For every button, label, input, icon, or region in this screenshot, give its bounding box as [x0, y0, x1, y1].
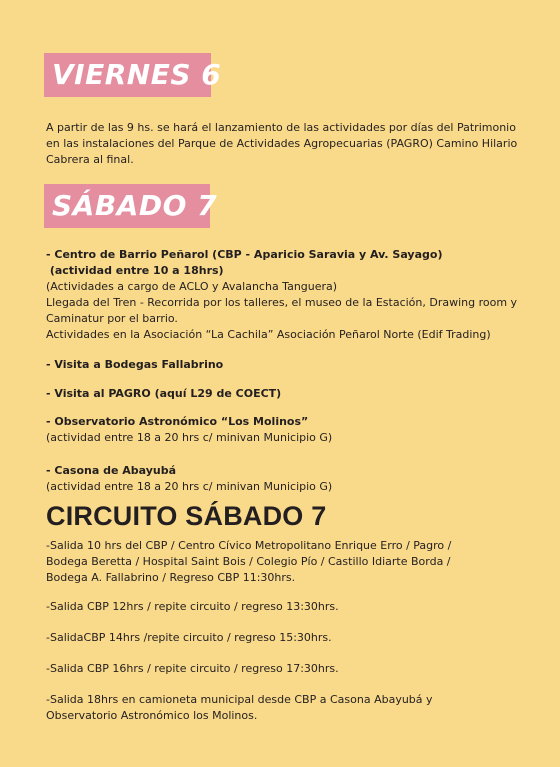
- circuit-line: Observatorio Astronómico los Molinos.: [46, 709, 258, 722]
- saturday-title: SÁBADO 7: [44, 184, 210, 228]
- friday-line: Cabrera al final.: [46, 153, 134, 166]
- bodegas-item: - Visita a Bodegas Fallabrino: [46, 358, 224, 371]
- circuit-second-departure: -Salida CBP 12hrs / repite circuito / regreso 13:30hrs.: [46, 600, 339, 613]
- penarol-line: Actividades en la Asociación “La Cachila” Asociación Peñarol Norte (Edif Trading): [46, 328, 491, 341]
- penarol-heading: - Centro de Barrio Peñarol (CBP - Aparicio Saravia y Av. Sayago): [46, 248, 443, 261]
- friday-line: A partir de las 9 hs. se hará el lanzamiento de las actividades por días del Patrimonio: [46, 121, 516, 134]
- circuit-line: Bodega Beretta / Hospital Saint Bois / Colegio Pío / Castillo Idiarte Borda /: [46, 555, 451, 568]
- observatorio-heading: - Observatorio Astronómico “Los Molinos”: [46, 415, 309, 428]
- penarol-line: Llegada del Tren - Recorrida por los talleres, el museo de la Estación, Drawing room y: [46, 296, 518, 309]
- casona-detail: (actividad entre 18 a 20 hrs c/ minivan Municipio G): [46, 480, 333, 493]
- observatorio-detail: (actividad entre 18 a 20 hrs c/ minivan Municipio G): [46, 431, 333, 444]
- casona-heading: - Casona de Abayubá: [46, 464, 177, 477]
- observatorio-item: [46, 414, 536, 446]
- circuit-line: -Salida 10 hrs del CBP / Centro Cívico Metropolitano Enrique Erro / Pagro /: [46, 539, 452, 552]
- circuit-fourth-departure: -Salida CBP 16hrs / repite circuito / regreso 17:30hrs.: [46, 662, 339, 675]
- circuit-third-departure: -SalidaCBP 14hrs /repite circuito / regreso 15:30hrs.: [46, 631, 332, 644]
- circuit-first-departure: [46, 538, 536, 586]
- friday-title: VIERNES 6: [44, 53, 211, 97]
- circuit-last-departure: [46, 692, 536, 724]
- penarol-time: (actividad entre 10 a 18hrs): [46, 264, 224, 277]
- penarol-line: (Actividades a cargo de ACLO y Avalancha Tanguera): [46, 280, 338, 293]
- pagro-item: - Visita al PAGRO (aquí L29 de COECT): [46, 387, 282, 400]
- circuit-title: CIRCUITO SÁBADO 7: [46, 501, 327, 531]
- friday-description: [46, 120, 536, 168]
- circuit-line: Bodega A. Fallabrino / Regreso CBP 11:30hrs.: [46, 571, 296, 584]
- casona-item: [46, 463, 536, 495]
- penarol-section: [46, 247, 536, 343]
- friday-line: en las instalaciones del Parque de Actividades Agropecuarias (PAGRO) Camino Hilario: [46, 137, 518, 150]
- circuit-line: -Salida 18hrs en camioneta municipal desde CBP a Casona Abayubá y: [46, 693, 433, 706]
- penarol-line: Caminatur por el barrio.: [46, 312, 178, 325]
